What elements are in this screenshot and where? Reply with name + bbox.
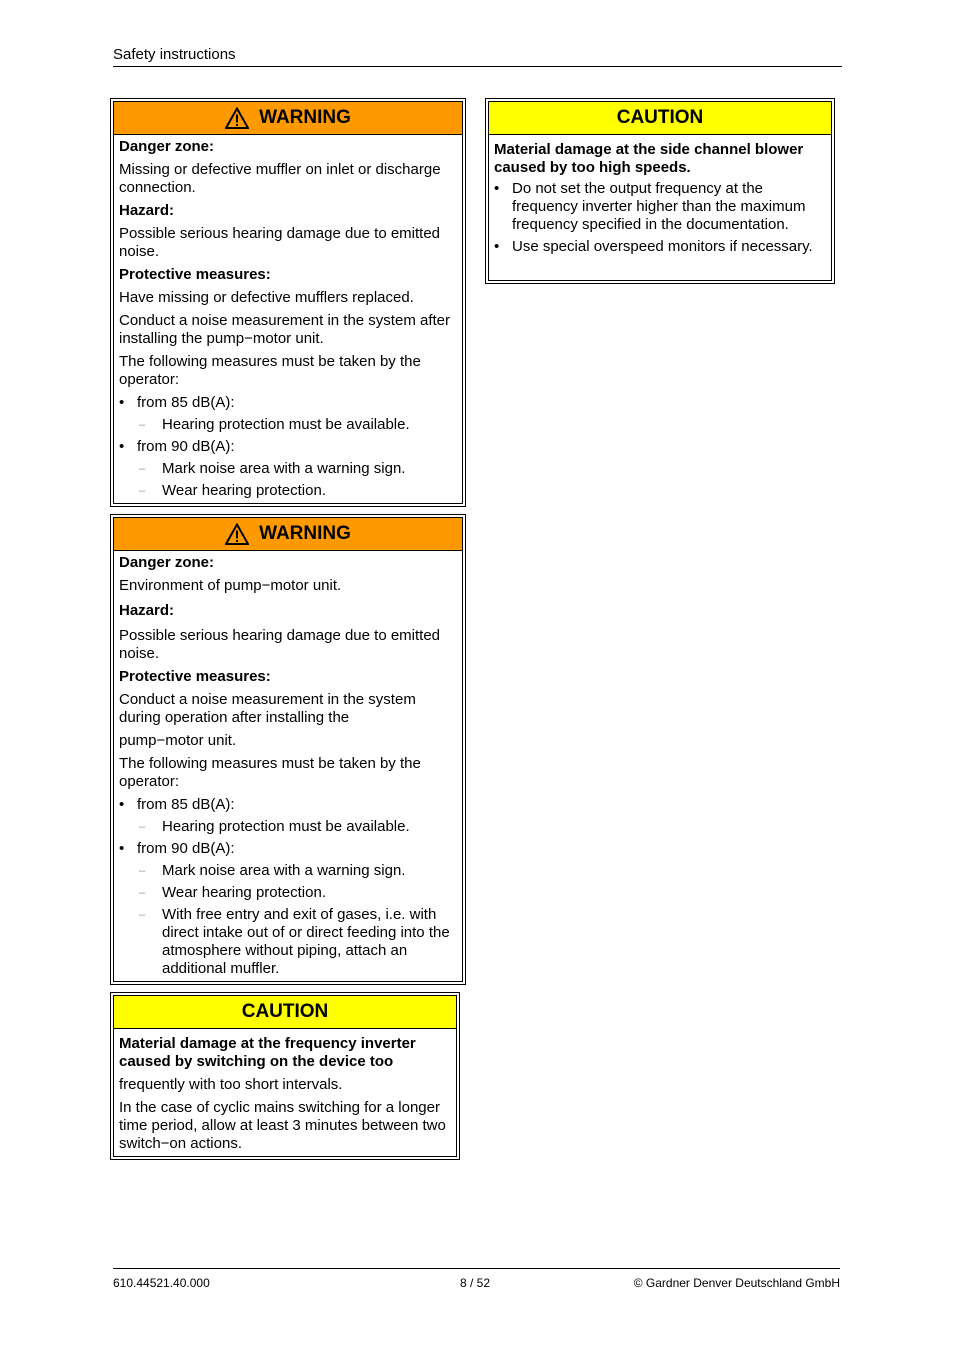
sub-item: – Mark noise area with a warning sign. bbox=[119, 460, 458, 478]
warning-header bbox=[114, 518, 462, 551]
bullet-item: • Do not set the output frequency at the frequency inverter higher than the maximum frequency specified in the documentation. bbox=[494, 180, 827, 234]
hazard-label: Hazard: bbox=[119, 602, 175, 619]
measure-text: pump−motor unit. bbox=[119, 732, 237, 749]
caution-text: frequently with too short intervals. bbox=[119, 1076, 343, 1093]
danger-zone-label: Danger zone: bbox=[119, 138, 215, 155]
sub-item: – Wear hearing protection. bbox=[119, 482, 458, 500]
measure-text: Conduct a noise measurement in the system during operation after installing the bbox=[119, 691, 416, 726]
bullet-item: • from 85 dB(A): bbox=[119, 394, 458, 412]
hazard-text: Possible serious hearing damage due to emitted noise. bbox=[119, 627, 441, 662]
hazard-label: Hazard: bbox=[119, 202, 175, 219]
bullet-item: • from 85 dB(A): bbox=[119, 796, 458, 814]
danger-zone-text: Environment of pump−motor unit. bbox=[119, 577, 342, 594]
sub-item: – Hearing protection must be available. bbox=[119, 818, 458, 836]
caution-box-blower bbox=[485, 98, 835, 284]
measure-text: Have missing or defective mufflers replaced. bbox=[119, 289, 414, 306]
caution-label: CAUTION bbox=[241, 1001, 329, 1022]
caution-title: Material damage at the side channel blower caused by too high speeds. bbox=[494, 141, 804, 176]
warning-header bbox=[114, 102, 462, 135]
measure-text: The following measures must be taken by the operator: bbox=[119, 755, 421, 790]
hazard-text: Possible serious hearing damage due to emitted noise. bbox=[119, 225, 441, 260]
sub-item: – With free entry and exit of gases, i.e. with direct intake out of or direct feeding into the atmosphere without piping, attach an additional muffler. bbox=[119, 906, 458, 978]
danger-zone-text: Missing or defective muffler on inlet or discharge connection. bbox=[119, 161, 441, 196]
sub-item: – Mark noise area with a warning sign. bbox=[119, 862, 458, 880]
page-footer bbox=[113, 1268, 840, 1290]
measure-text: Conduct a noise measurement in the system after installing the pump−motor unit. bbox=[119, 312, 450, 347]
caution-title: Material damage at the frequency inverter caused by switching on the device too bbox=[119, 1035, 416, 1070]
measure-text: The following measures must be taken by the operator: bbox=[119, 353, 421, 388]
sub-item: – Wear hearing protection. bbox=[119, 884, 458, 902]
warning-triangle-icon bbox=[225, 107, 249, 129]
doc-number: 610.44521.40.000 bbox=[113, 1276, 210, 1290]
warning-label: WARNING bbox=[259, 523, 351, 544]
sub-item: – Hearing protection must be available. bbox=[119, 416, 458, 434]
danger-zone-label: Danger zone: bbox=[119, 554, 215, 571]
bullet-item: • Use special overspeed monitors if necessary. bbox=[494, 238, 827, 256]
warning-label: WARNING bbox=[259, 107, 351, 128]
caution-label: CAUTION bbox=[616, 107, 704, 128]
caution-text: In the case of cyclic mains switching for a longer time period, allow at least 3 minutes between two switch−on actions. bbox=[119, 1099, 446, 1152]
warning-triangle-icon bbox=[225, 523, 249, 545]
bullet-item: • from 90 dB(A): bbox=[119, 438, 458, 456]
warning-box-environment bbox=[110, 514, 466, 985]
copyright: © Gardner Denver Deutschland GmbH bbox=[633, 1276, 840, 1290]
warning-box-muffler bbox=[110, 98, 466, 507]
caution-header bbox=[114, 996, 456, 1029]
measures-label: Protective measures: bbox=[119, 668, 271, 685]
measures-label: Protective measures: bbox=[119, 266, 271, 283]
header-title: Safety instructions bbox=[113, 46, 236, 63]
page-number: 8 / 52 bbox=[460, 1276, 491, 1290]
caution-box-inverter bbox=[110, 992, 460, 1160]
caution-header bbox=[489, 102, 831, 135]
bullet-item: • from 90 dB(A): bbox=[119, 840, 458, 858]
page-header bbox=[113, 46, 842, 67]
